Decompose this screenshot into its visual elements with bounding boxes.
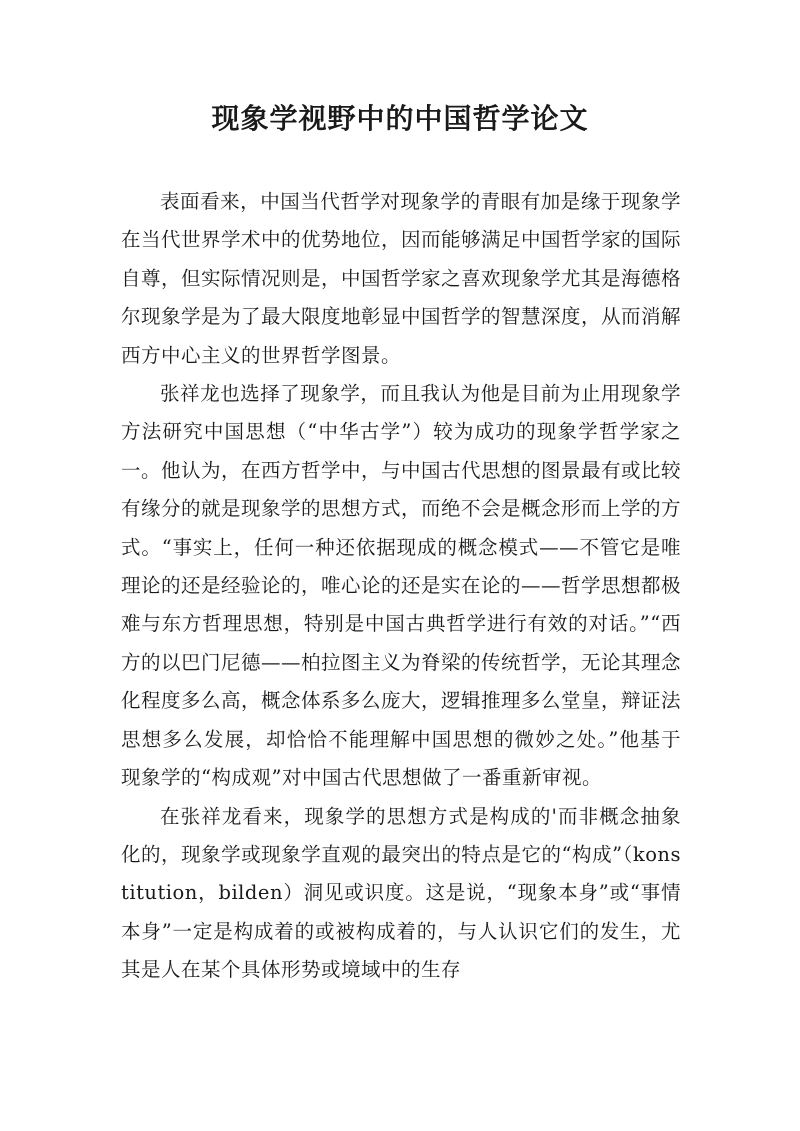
paragraph-2: 张祥龙也选择了现象学，而且我认为他是目前为止用现象学方法研究中国思想（“中华古学”）较为成功的现象学哲学家之一。他认为，在西方哲学中，与中国古代思想的图景最有或比较有缘分的就是现象学的思想方式，而绝不会是概念形而上学的方式。“事实上，任何一种还依据现成的概念模式——不管它是唯理论的还是经验论的，唯心论的还是实在论的——哲学思想都极难与东方哲理思想，特别是中国古典哲学进行有效的对话。”“西方的以巴门尼德——柏拉图主义为脊梁的传统哲学，无论其理念化程度多么高，概念体系多么庞大，逻辑推理多么堂皇，辩证法思想多么发展，却恰恰不能理解中国思想的微妙之处。”他基于现象学的“构成观”对中国古代思想做了一番重新审视。 [121,382,682,790]
paragraph-3: 在张祥龙看来，现象学的思想方式是构成的'而非概念抽象化的，现象学或现象学直观的最突出的特点是它的“构成”（konstitution，bilden）洞见或识度。这是说，“现象本身”或“事情本身”一定是构成着的或被构成着的，与人认识它们的发生，尤其是人在某个具体形势或境域中的生存 [121,804,681,982]
document-title: 现象学视野中的中国哲学论文 [211,102,589,135]
document-body [121,183,681,990]
paragraph-1: 表面看来，中国当代哲学对现象学的青眼有加是缘于现象学在当代世界学术中的优势地位，因而能够满足中国哲学家的国际自尊，但实际情况则是，中国哲学家之喜欢现象学尤其是海德格尔现象学是为了最大限度地彰显中国哲学的智慧深度，从而消解西方中心主义的世界哲学图景。 [121,190,682,367]
